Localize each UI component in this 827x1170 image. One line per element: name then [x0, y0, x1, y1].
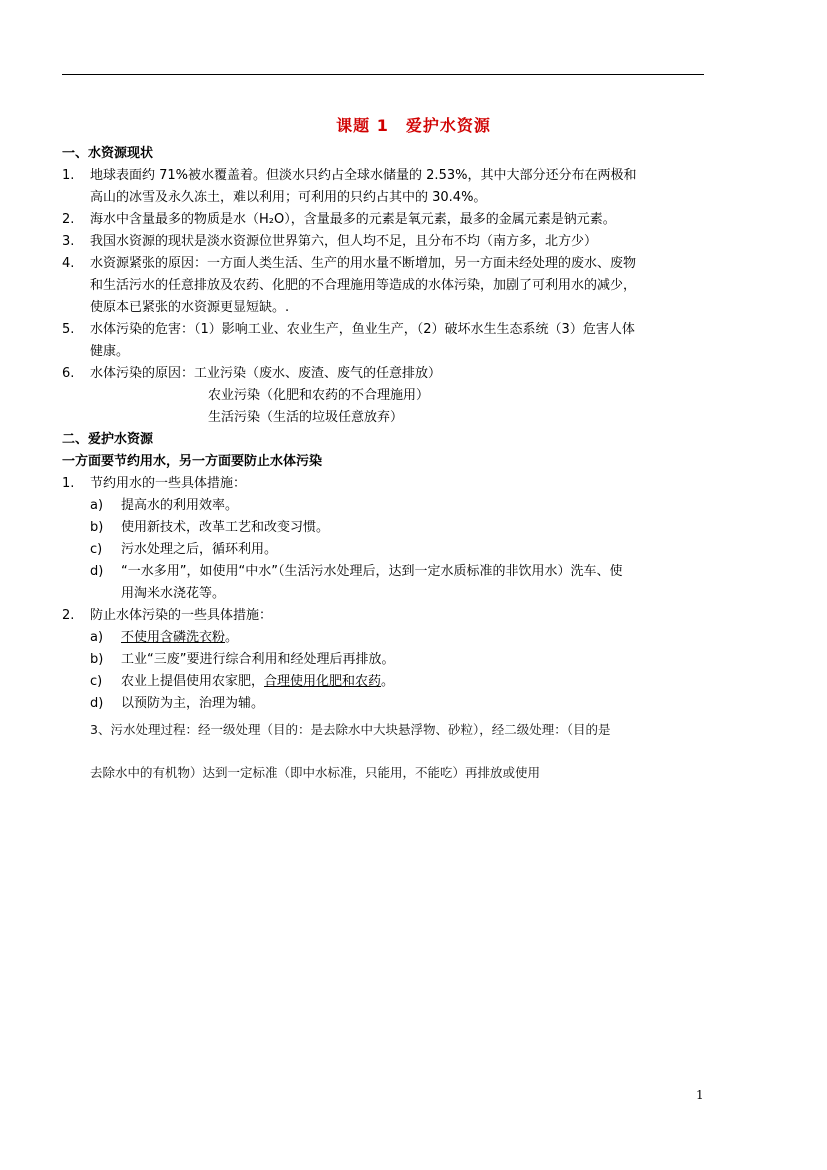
header-rule [62, 74, 704, 75]
item-text: 农业污染（化肥和农药的不合理施用） [208, 388, 430, 403]
page-number: 1 [696, 1088, 704, 1102]
sub-text-tail: 。 [225, 630, 239, 645]
sub-label: c) [90, 674, 103, 689]
sub-text [121, 671, 394, 693]
item-number: 2. [62, 608, 75, 623]
item-number: 1. [62, 476, 75, 491]
item-number: 4. [62, 256, 75, 271]
item-number: 2. [62, 212, 75, 227]
section2-subheading: 一方面要节约用水，另一方面要防止水体污染 [62, 454, 323, 469]
item-text: 生活污染（生活的垃圾任意放弃） [208, 410, 404, 425]
underlined-text: 合理使用化肥和农药 [264, 674, 382, 689]
sub-label: d) [90, 564, 104, 579]
item-number: 1. [62, 168, 75, 183]
sub-label: a) [90, 630, 104, 645]
item-number: 5. [62, 322, 75, 337]
item-text: 和生活污水的任意排放及农药、化肥的不合理施用等造成的水体污染，加剧了可利用水的减少， [90, 278, 637, 293]
item-text: 水资源紧张的原因：一方面人类生活、生产的用水量不断增加，另一方面未经处理的废水、废物 [90, 256, 637, 271]
section1-heading: 一、水资源现状 [62, 146, 154, 161]
item-text: 防止水体污染的一些具体措施： [90, 608, 273, 623]
process-paragraph-line: 去除水中的有机物）达到一定标准（即中水标准，只能用，不能吃）再排放或使用 [90, 765, 541, 780]
sub-text: 使用新技术，改革工艺和改变习惯。 [121, 520, 330, 535]
sub-text: 工业“三废”要进行综合利用和经处理后再排放。 [121, 652, 395, 667]
sub-label: b) [90, 520, 104, 535]
item-number: 6. [62, 366, 75, 381]
sub-text-pre: 农业上提倡使用农家肥， [121, 674, 265, 689]
item-text: 海水中含量最多的物质是水（H₂O），含量最多的元素是氧元素，最多的金属元素是钠元素。 [90, 212, 616, 227]
item-text: 我国水资源的现状是淡水资源位世界第六，但人均不足，且分布不均（南方多，北方少） [90, 234, 598, 249]
item-text: 高山的冰雪及永久冻土，难以利用；可利用的只约占其中的 30.4%。 [90, 190, 487, 205]
sub-label: b) [90, 652, 104, 667]
sub-text: 用淘米水浇花等。 [121, 586, 226, 601]
document-title: 课题 1 爱护水资源 [336, 116, 491, 135]
sub-text: 以预防为主，治理为辅。 [121, 696, 265, 711]
item-text: 使原本已紧张的水资源更显短缺。. [90, 300, 290, 315]
sub-label: d) [90, 696, 104, 711]
item-text: 水体污染的危害：（1）影响工业、农业生产，鱼业生产，（2）破坏水生生态系统（3）危害人体 [90, 322, 635, 337]
item-text: 健康。 [90, 344, 130, 359]
sub-text: 提高水的利用效率。 [121, 498, 239, 513]
section2-heading: 二、爱护水资源 [62, 432, 154, 447]
sub-text-tail: 。 [381, 674, 395, 689]
item-text: 地球表面约 71%被水覆盖着。但淡水只约占全球水储量的 2.53%，其中大部分还分布在两极和 [90, 168, 637, 183]
sub-label: c) [90, 542, 103, 557]
sub-text [121, 627, 238, 649]
process-paragraph-line: 3、污水处理过程：经一级处理（目的：是去除水中大块悬浮物、砂粒），经二级处理：（目的是 [90, 722, 611, 737]
item-text: 节约用水的一些具体措施： [90, 476, 247, 491]
item-text: 水体污染的原因：工业污染（废水、废渣、废气的任意排放） [90, 366, 442, 381]
item-number: 3. [62, 234, 75, 249]
sub-label: a) [90, 498, 104, 513]
sub-text: 污水处理之后，循环利用。 [121, 542, 278, 557]
sub-text: “一水多用”，如使用“中水”（生活污水处理后，达到一定水质标准的非饮用水）洗车、使 [121, 564, 623, 579]
underlined-text: 不使用含磷洗衣粉 [121, 630, 226, 645]
